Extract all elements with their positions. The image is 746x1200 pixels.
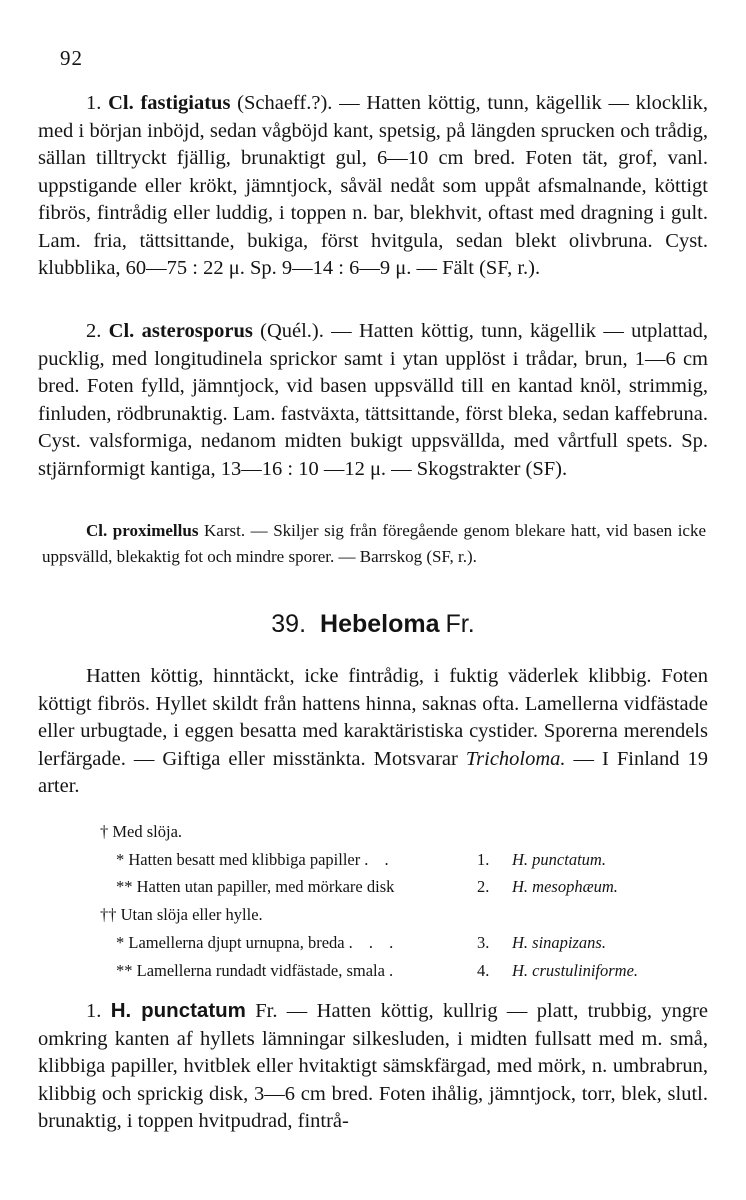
entry-text: (Quél.). — Hatten köttig, tunn, kägellik — utplattad, pucklig, med longitudinela sprickor samt i ytan upplöst i trådar, brun, 1—6 cm bred. Foten fylld, jämntjock, vid basen uppsvälld till en kantad knöl, strimmig, finluden, rödbrunaktig. Lam. fastväxta, tättsittande, först bleka, sedan kaffebruna. Cyst. valsformiga, nedanom midten bukigt uppsvällda, med vårtfull spets. Sp. stjärnformigt kantiga, 13—16 : 10 —12 μ. — Skogstrakter (SF). — [38, 320, 708, 480]
key-line-5 — [116, 933, 399, 953]
key-text: Utan slöja eller hylle. — [120, 905, 263, 924]
key-dots: . . — [364, 850, 395, 869]
key-line-2 — [116, 850, 395, 870]
genus-author: Fr. — [445, 610, 475, 638]
section-number: 39. — [271, 610, 307, 638]
entry-text: Karst. — Skiljer sig från föregående genom blekare hatt, vid basen icke uppsvälld, blekaktig fot och mindre sporer. — Barrskog (SF, r.). — [42, 521, 707, 566]
entry-number: 1. — [86, 92, 102, 114]
entry-number: 2. — [86, 320, 102, 342]
entry-punctatum — [38, 997, 708, 1136]
key-number: 1. — [477, 850, 490, 869]
key-text: Med slöja. — [112, 822, 183, 841]
key-text: Lamellerna rundadt vidfästade, smala — [136, 961, 385, 980]
key-mark: * — [116, 933, 125, 952]
key-mark: ** — [116, 961, 133, 980]
key-mark: † — [100, 822, 109, 841]
key-mark: * — [116, 850, 125, 869]
key-number: 4. — [477, 961, 490, 980]
species-name: Cl. asterosporus — [108, 320, 253, 342]
entry-asterosporus — [38, 318, 708, 483]
section-heading — [0, 610, 746, 639]
key-species: H. crustuliniforme. — [512, 961, 639, 980]
key-text: Lamellerna djupt urnupna, breda — [128, 933, 345, 952]
key-mark: ** — [116, 877, 133, 896]
species-name: Cl. fastigiatus — [108, 92, 231, 114]
key-text: Hatten besatt med klibbiga papiller — [128, 850, 361, 869]
entry-text: Fr. — Hatten köttig, kullrig — platt, trubbig, yngre omkring kanten af hyllets lämningar silkesluden, i midten fullsatt med m. små, klibbiga papiller, hvitblek eller hvitaktigt sämskfärgad, med mörk, n. umbrabrun, klibbig och sprickig disk, 3—6 cm bred. Foten ihålig, jämntjock, torr, blek, slutl. brunaktig, i toppen hvitpudrad, fintrå- — [38, 1000, 709, 1132]
genus-description — [38, 663, 708, 801]
key-line-3 — [116, 877, 394, 897]
entry-number: 1. — [86, 1000, 102, 1022]
key-species: H. mesophæum. — [512, 877, 618, 896]
key-number: 2. — [477, 877, 490, 896]
genus-count: — I Finland 19 arter. — [38, 747, 709, 797]
key-species: H. punctatum. — [512, 850, 606, 869]
entry-proximellus — [42, 518, 706, 570]
genus-description-text: Hatten köttig, hinntäckt, icke fintrådig, i fuktig väderlek klibbig. Foten köttigt fibrös. Hyllet skildt från hattens hinna, saknas ofta. Lamellerna vidfästade eller urbugtade, i eggen besatta med karaktäristiska cystider. Sporerna merendels lerfärgade. — Giftiga eller misstänkta. Motsvarar — [38, 665, 708, 770]
key-line-6 — [116, 961, 399, 981]
key-line-4 — [100, 905, 263, 925]
genus-reference: Tricholoma. — [465, 747, 566, 770]
key-mark: †† — [100, 905, 117, 924]
page-number: 92 — [60, 46, 83, 70]
key-number: 3. — [477, 933, 490, 952]
entry-fastigiatus — [38, 90, 708, 283]
entry-text: (Schaeff.?). — Hatten köttig, tunn, kägellik — klocklik, med i början inböjd, sedan vågböjd kant, spetsig, på längden sprucken och trådig, sällan tilltryckt fjällig, brunaktigt gul, 6—10 cm bred. Foten tät, grof, vanl. uppstigande eller krökt, jämntjock, såväl nedåt som uppåt afsmalnande, köttigt fibrös, fintrådig eller luddig, i toppen n. bar, blekhvit, oftast med dragning i gult. Lam. fria, tättsittande, bukiga, först hvitgula, sedan blekt olivbruna. Cyst. klubblika, 60—75 : 22 μ. Sp. 9—14 : 6—9 μ. — Fält (SF, r.). — [38, 92, 708, 279]
key-species: H. sinapizans. — [512, 933, 606, 952]
species-name: Cl. proximellus — [86, 521, 199, 540]
species-name: H. punctatum — [110, 999, 246, 1022]
key-dots: . . . — [348, 933, 400, 952]
key-text: Hatten utan papiller, med mörkare disk — [136, 877, 395, 896]
key-line-1 — [100, 822, 182, 842]
key-dots: . — [388, 961, 400, 980]
genus-name: Hebeloma — [320, 610, 440, 638]
